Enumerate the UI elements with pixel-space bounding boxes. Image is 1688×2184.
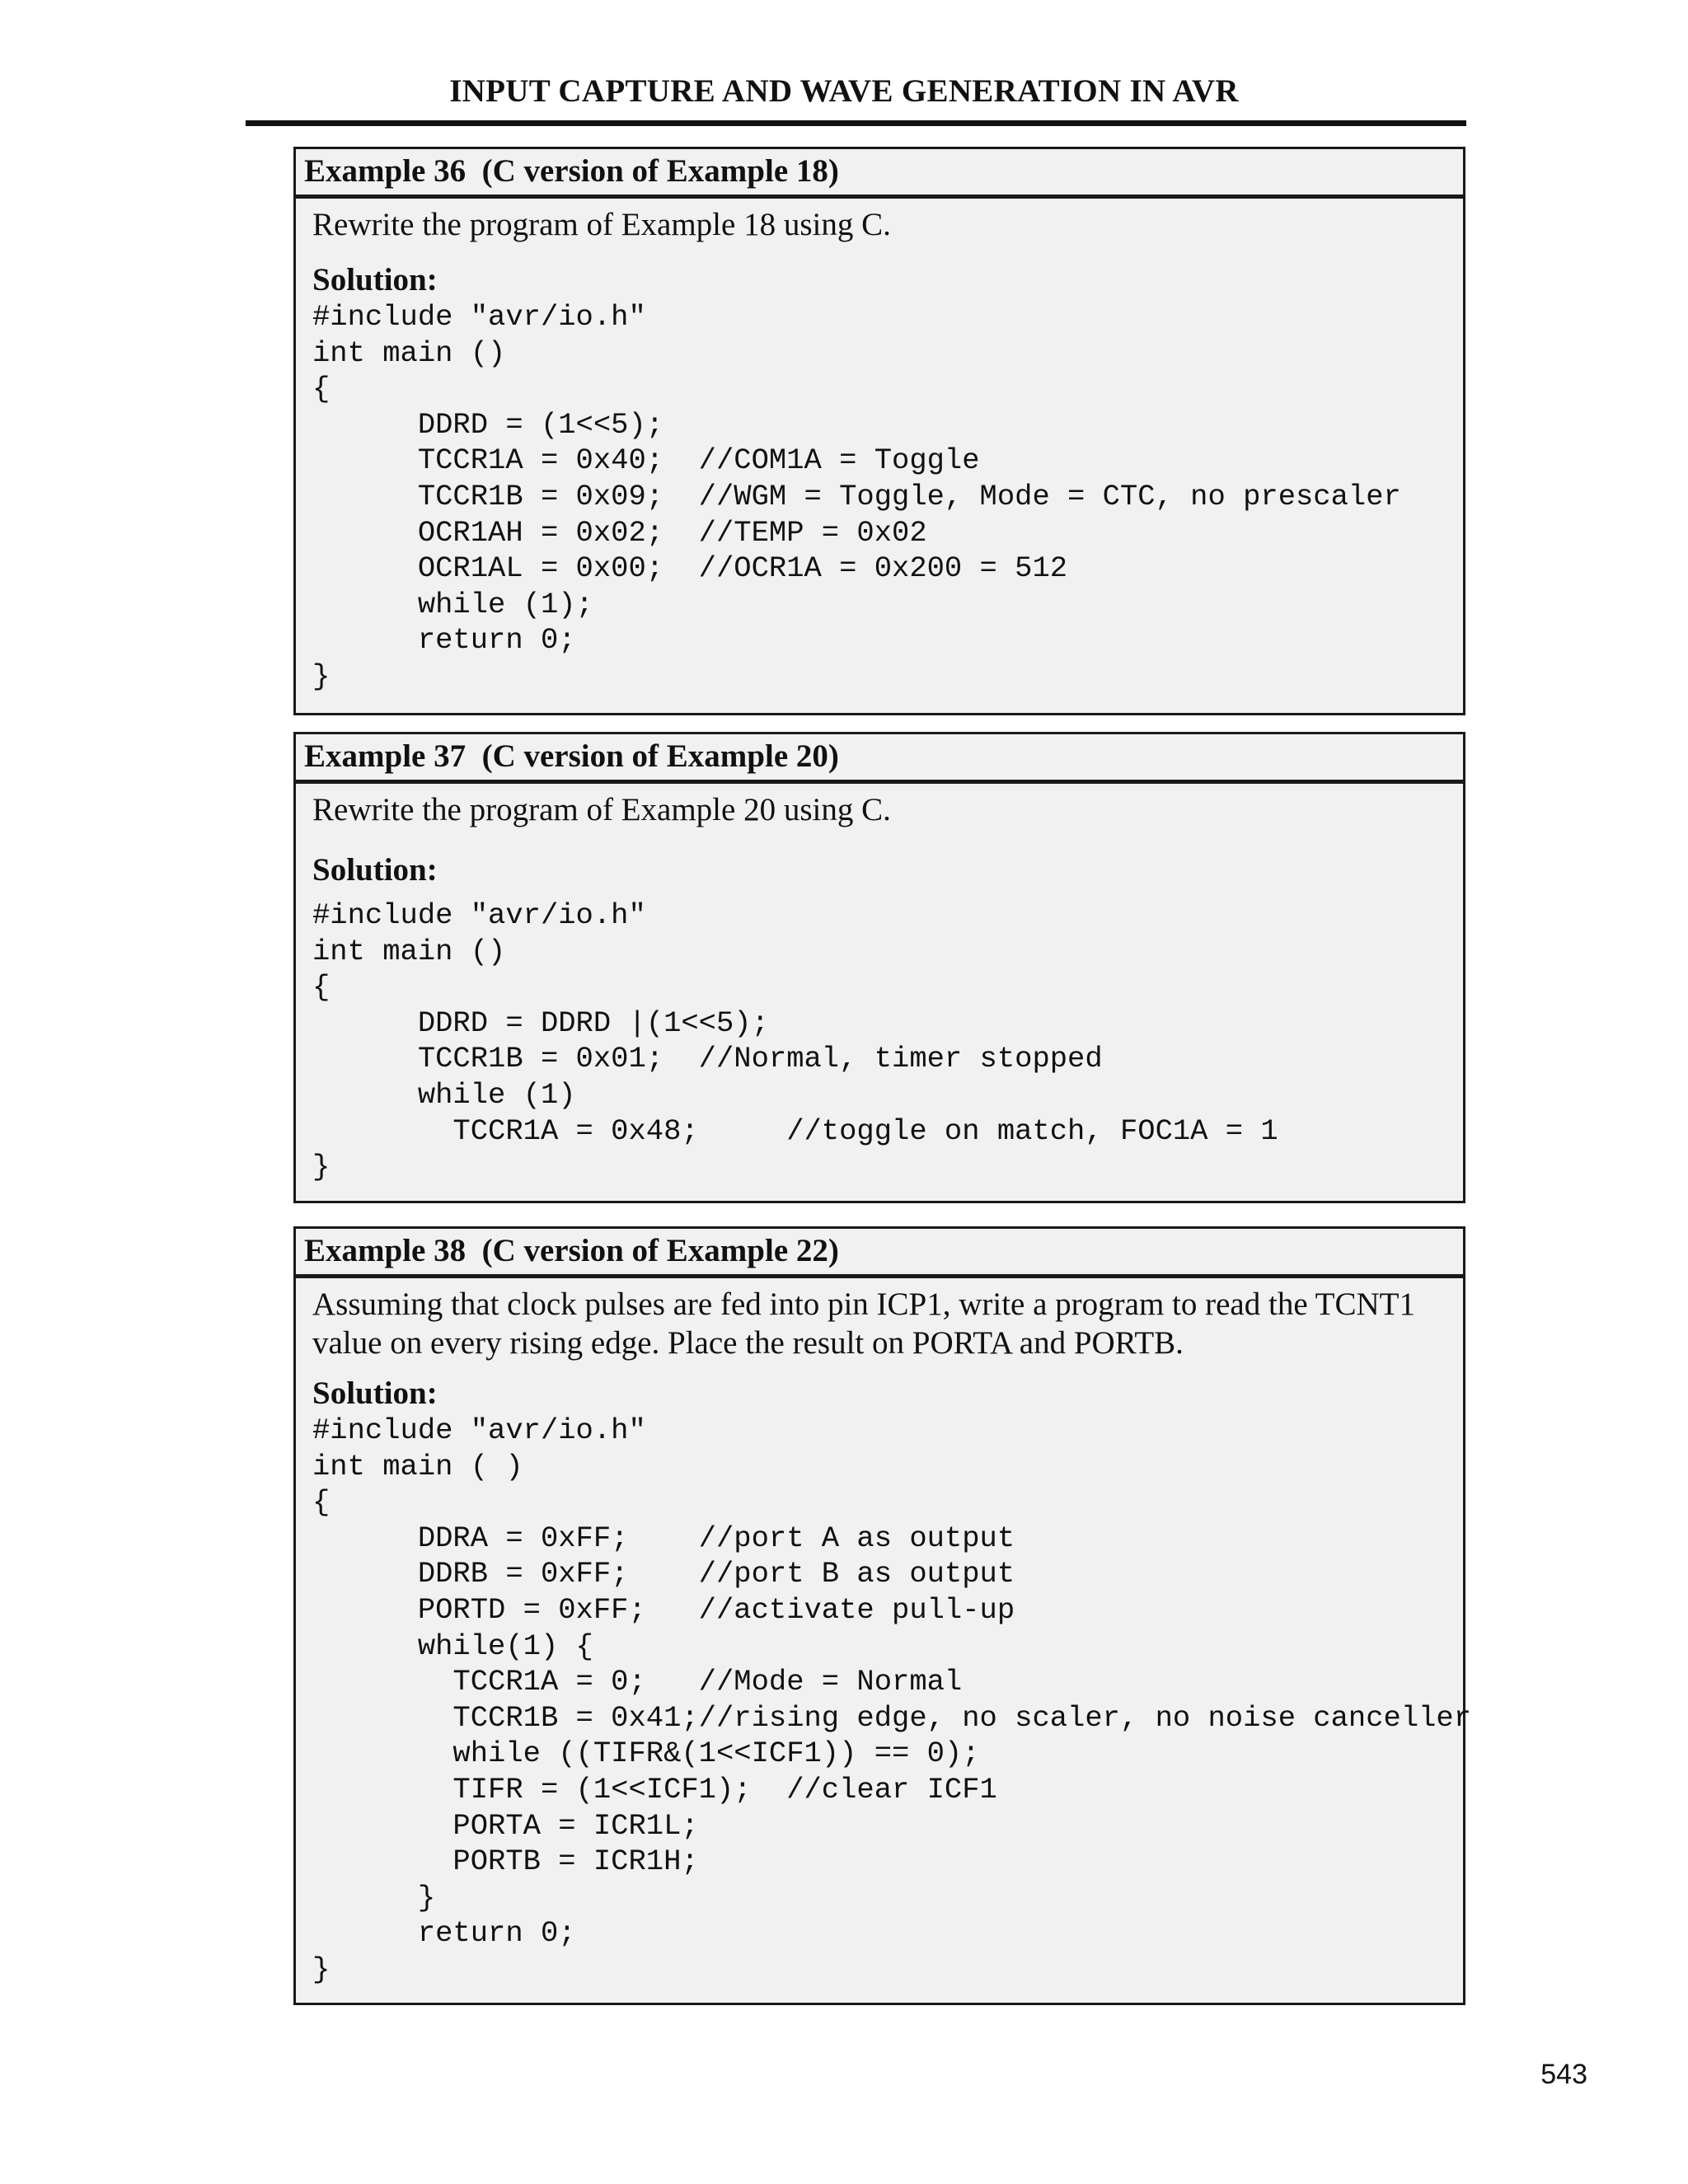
code-block: #include "avr/io.h" int main ( ) { DDRA = 0xFF; //port A as output DDRB = 0xFF; //port B as output PORTD = 0xFF; //activate pull-up while(1) { TCCR1A = 0; //Mode = Normal TCCR1B = 0x41;//rising edge, no scaler, no noise canceller while ((TIFR&(1<<ICF1)) == 0); TIFR = (1<<ICF1); //clear ICF1 PORTA = ICR1L; PORTB = ICR1H; } return 0; } bbox=[312, 1413, 1472, 1986]
example-38-box bbox=[293, 1226, 1472, 2005]
example-36-box bbox=[293, 147, 1465, 715]
example-37-box bbox=[293, 732, 1465, 1203]
solution-label: Solution: bbox=[312, 262, 438, 298]
example-title: Example 36 (C version of Example 18) bbox=[296, 149, 1463, 199]
code-block: #include "avr/io.h" int main () { DDRD = DDRD |(1<<5); TCCR1B = 0x01; //Normal, timer stopped while (1) TCCR1A = 0x48; //toggle on match, FOC1A = 1 } bbox=[312, 898, 1278, 1184]
header-rule bbox=[246, 120, 1466, 126]
page-header-title: INPUT CAPTURE AND WAVE GENERATION IN AVR bbox=[449, 73, 1239, 109]
example-task: Rewrite the program of Example 20 using C. bbox=[312, 792, 891, 827]
example-task: Assuming that clock pulses are fed into pin ICP1, write a program to read the TCNT1 value on every rising edge. Place the result on PORTA and PORTB. bbox=[312, 1286, 1415, 1361]
example-body bbox=[296, 199, 1463, 695]
page-number: 543 bbox=[1540, 2059, 1587, 2090]
example-body bbox=[296, 1278, 1472, 1988]
solution-label: Solution: bbox=[312, 1376, 438, 1411]
code-block: #include "avr/io.h" int main () { DDRD = (1<<5); TCCR1A = 0x40; //COM1A = Toggle TCCR1B = 0x09; //WGM = Toggle, Mode = CTC, no prescaler OCR1AH = 0x02; //TEMP = 0x02 OCR1AL = 0x00; //OCR1A = 0x200 = 512 while (1); return 0; } bbox=[312, 300, 1401, 693]
example-task: Rewrite the program of Example 18 using C. bbox=[312, 207, 891, 242]
example-body bbox=[296, 784, 1463, 1185]
example-title: Example 37 (C version of Example 20) bbox=[296, 734, 1463, 784]
example-title: Example 38 (C version of Example 22) bbox=[296, 1229, 1463, 1278]
solution-label: Solution: bbox=[312, 852, 438, 888]
